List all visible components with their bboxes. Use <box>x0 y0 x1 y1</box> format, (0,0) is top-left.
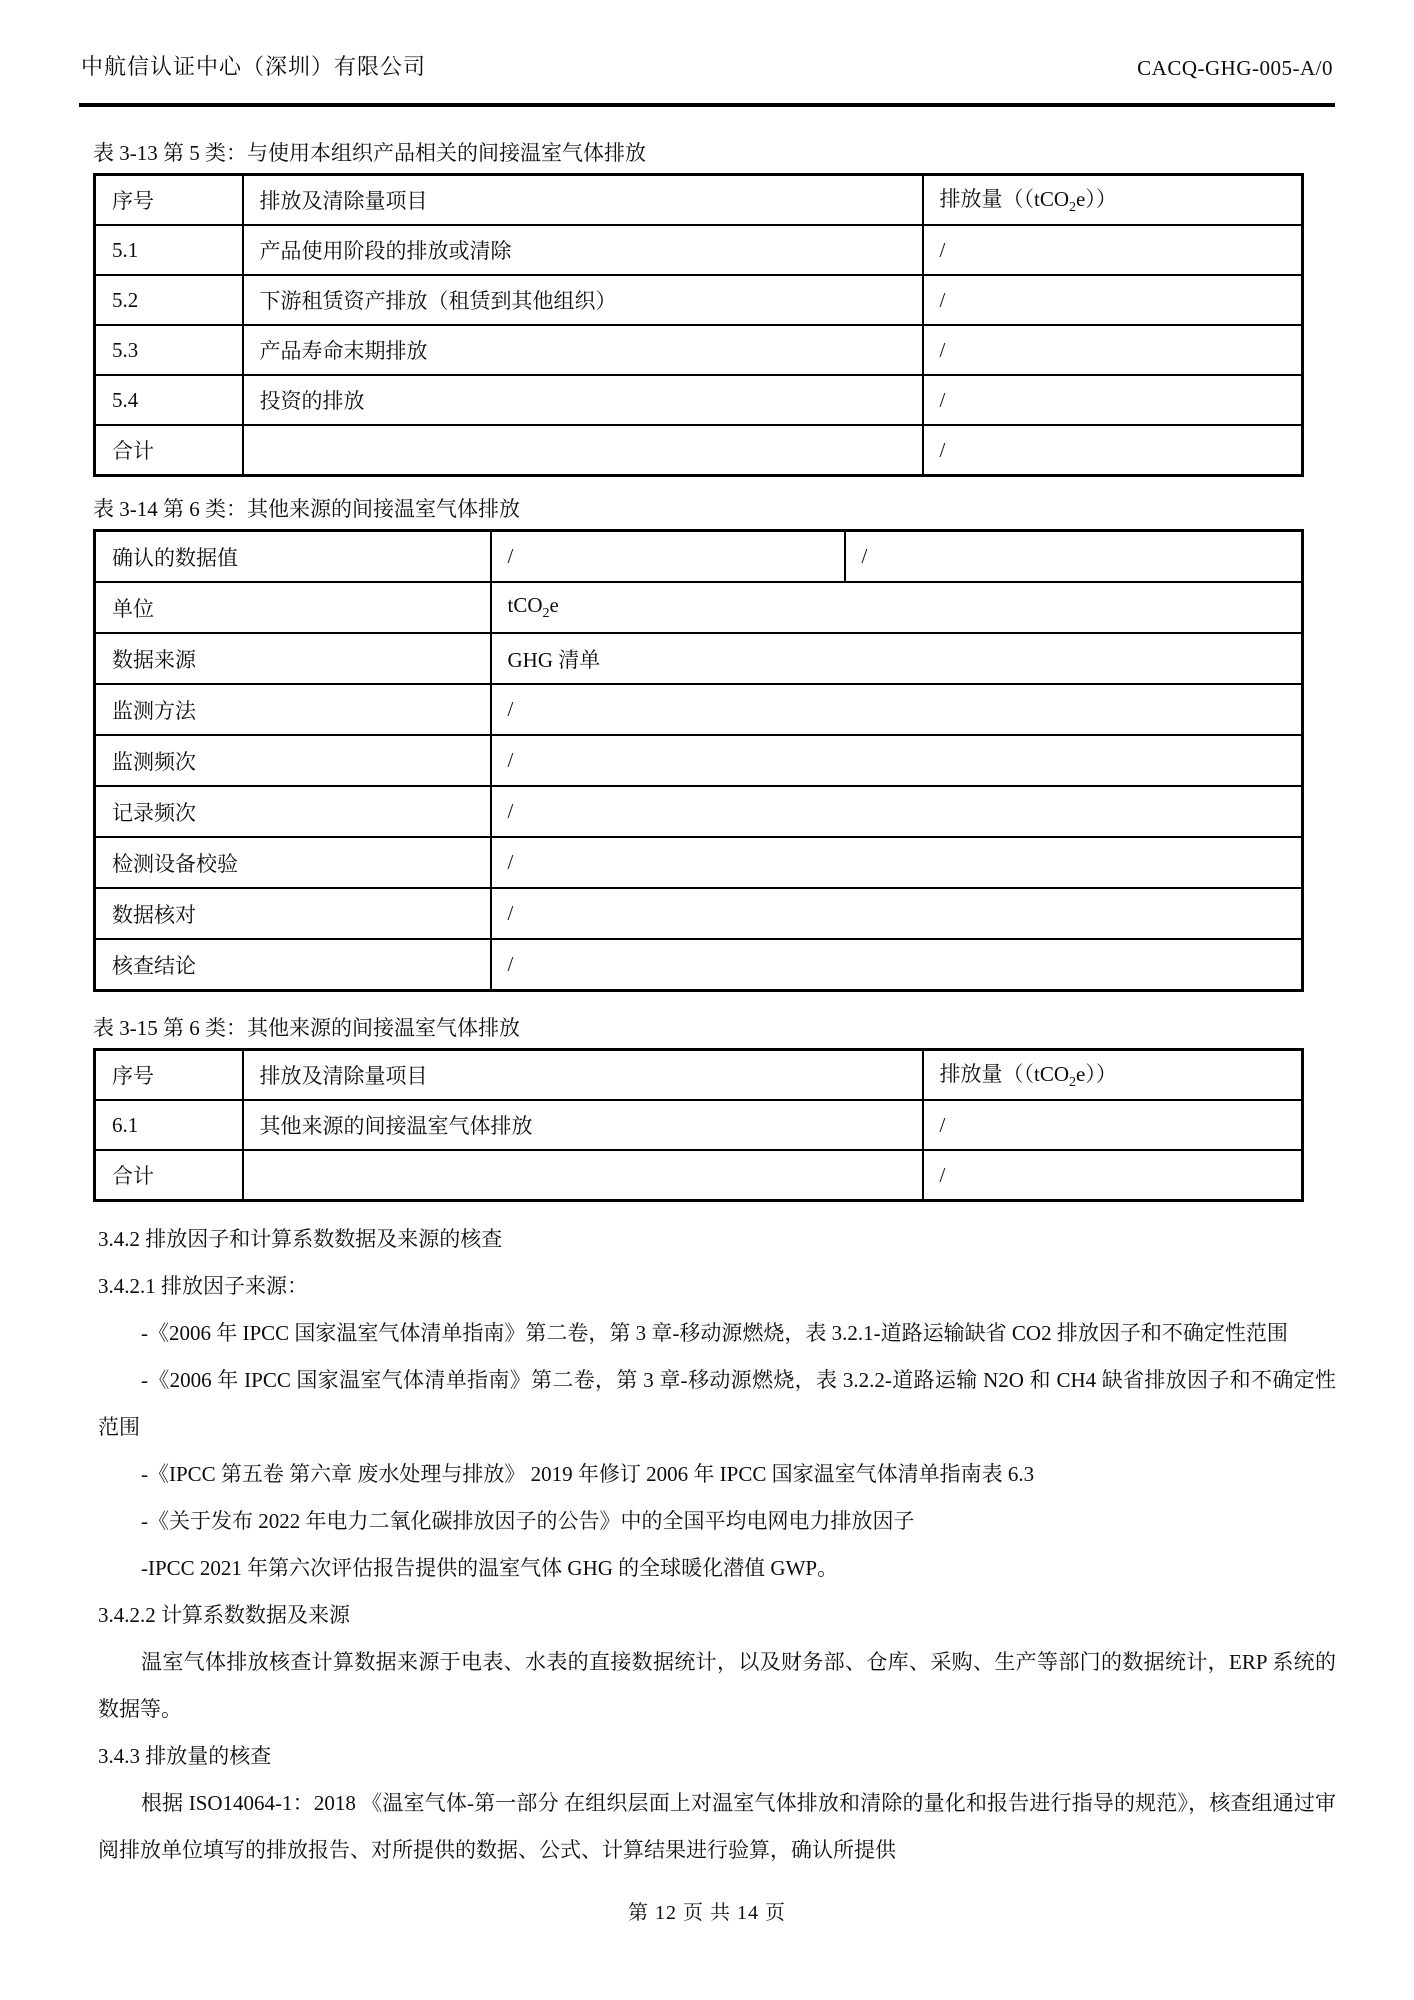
cell-seq: 5.4 <box>95 375 243 425</box>
section-heading-3-4-2-2: 3.4.2.2 计算系数数据及来源 <box>98 1603 350 1627</box>
cell-item: 产品寿命末期排放 <box>243 325 923 375</box>
cell-label: 单位 <box>95 582 491 633</box>
cell-value: / <box>491 837 1303 888</box>
table-header-row <box>95 175 1303 226</box>
cell-value: / <box>491 531 845 583</box>
emission-header-text: 排放量（（tCO <box>939 1062 1070 1087</box>
table-3-13 <box>93 173 1304 477</box>
section-heading-3-4-2-1: 3.4.2.1 排放因子来源： <box>98 1274 308 1298</box>
body-text <box>98 1216 1336 1874</box>
table-row <box>95 531 1303 583</box>
document-code: CACQ-GHG-005-A/0 <box>1137 56 1333 80</box>
company-name: 中航信认证中心（深圳）有限公司 <box>81 54 427 79</box>
cell-seq: 6.1 <box>95 1100 243 1150</box>
emission-factor-bullet: -IPCC 2021 年第六次评估报告提供的温室气体 GHG 的全球暖化潜值 GWP。 <box>141 1556 839 1580</box>
cell-seq: 合计 <box>95 1150 243 1201</box>
cell-value: / <box>923 1100 1303 1150</box>
cell-value: / <box>923 225 1303 275</box>
cell-item: 其他来源的间接温室气体排放 <box>243 1100 923 1150</box>
cell-label: 监测频次 <box>95 735 491 786</box>
cell-value: / <box>923 425 1303 476</box>
table-row <box>95 837 1303 888</box>
cell-value: / <box>491 684 1303 735</box>
unit-text: tCO <box>507 592 543 617</box>
cell-label: 数据核对 <box>95 888 491 939</box>
cell-item: 下游租赁资产排放（租赁到其他组织） <box>243 275 923 325</box>
table-row <box>95 325 1303 375</box>
col-seq-header: 序号 <box>95 175 243 226</box>
cell-seq: 5.2 <box>95 275 243 325</box>
col-item-header: 排放及清除量项目 <box>243 1050 923 1101</box>
cell-item <box>243 1150 923 1201</box>
table-row <box>95 939 1303 991</box>
cell-item <box>243 425 923 476</box>
emission-factor-bullet: -《2006 年 IPCC 国家温室气体清单指南》第二卷，第 3 章-移动源燃烧，表 3.2.1-道路运输缺省 CO2 排放因子和不确定性范围 <box>141 1321 1288 1345</box>
cell-seq: 5.3 <box>95 325 243 375</box>
page-number-footer: 第 12 页 共 14 页 <box>628 1902 786 1924</box>
cell-value: / <box>923 275 1303 325</box>
cell-item: 投资的排放 <box>243 375 923 425</box>
table-3-14-title: 表 3-14 第 6 类：其他来源的间接温室气体排放 <box>93 497 520 521</box>
cell-label: 检测设备校验 <box>95 837 491 888</box>
emission-factor-bullet: -《2006 年 IPCC 国家温室气体清单指南》第二卷，第 3 章-移动源燃烧，表 3.2.2-道路运输 N2O 和 CH4 缺省排放因子和不确定性范围 <box>98 1368 1336 1439</box>
col-seq-header: 序号 <box>95 1050 243 1101</box>
cell-label: 记录频次 <box>95 786 491 837</box>
table-3-14 <box>93 529 1304 992</box>
table-3-15-title: 表 3-15 第 6 类：其他来源的间接温室气体排放 <box>93 1016 520 1040</box>
cell-label: 确认的数据值 <box>95 531 491 583</box>
cell-value: / <box>845 531 1303 583</box>
cell-value: / <box>491 888 1303 939</box>
table-total-row <box>95 425 1303 476</box>
col-emission-header <box>923 175 1303 226</box>
cell-value: GHG 清单 <box>491 633 1303 684</box>
table-row <box>95 1100 1303 1150</box>
cell-value <box>491 582 1303 633</box>
unit-text: e <box>549 592 559 617</box>
cell-label: 数据来源 <box>95 633 491 684</box>
cell-value: / <box>923 325 1303 375</box>
cell-value: / <box>491 735 1303 786</box>
table-3-15 <box>93 1048 1304 1202</box>
table-3-13-title: 表 3-13 第 5 类：与使用本组织产品相关的间接温室气体排放 <box>93 141 646 165</box>
section-heading-3-4-3: 3.4.3 排放量的核查 <box>98 1744 272 1768</box>
unit-sub: 2 <box>542 606 550 622</box>
document-header <box>79 50 1335 107</box>
col-item-header: 排放及清除量项目 <box>243 175 923 226</box>
table-row <box>95 786 1303 837</box>
cell-seq: 5.1 <box>95 225 243 275</box>
table-row <box>95 888 1303 939</box>
paragraph-3-4-2-2: 温室气体排放核查计算数据来源于电表、水表的直接数据统计，以及财务部、仓库、采购、生产等部门的数据统计，ERP 系统的数据等。 <box>98 1650 1336 1721</box>
cell-value: / <box>491 786 1303 837</box>
cell-label: 监测方法 <box>95 684 491 735</box>
emission-header-text: e）） <box>1076 1062 1117 1087</box>
emission-header-text: e）） <box>1076 187 1117 212</box>
table-header-row <box>95 1050 1303 1101</box>
section-heading-3-4-2: 3.4.2 排放因子和计算系数数据及来源的核查 <box>98 1227 503 1251</box>
emission-header-sub: 2 <box>1069 1075 1077 1091</box>
cell-value: / <box>923 1150 1303 1201</box>
emission-header-text: 排放量（（tCO <box>939 187 1070 212</box>
paragraph-3-4-3: 根据 ISO14064-1：2018 《温室气体-第一部分 在组织层面上对温室气体排放和清除的量化和报告进行指导的规范》，核查组通过审阅排放单位填写的排放报告、对所提供的数据、公式、计算结果进行验算，确认所提供 <box>98 1791 1336 1862</box>
table-total-row <box>95 1150 1303 1201</box>
cell-seq: 合计 <box>95 425 243 476</box>
table-row <box>95 735 1303 786</box>
table-row <box>95 225 1303 275</box>
emission-header-sub: 2 <box>1069 200 1077 216</box>
cell-item: 产品使用阶段的排放或清除 <box>243 225 923 275</box>
table-row <box>95 582 1303 633</box>
table-row <box>95 375 1303 425</box>
emission-factor-bullet: -《关于发布 2022 年电力二氧化碳排放因子的公告》中的全国平均电网电力排放因子 <box>141 1509 915 1533</box>
col-emission-header <box>923 1050 1303 1101</box>
table-row <box>95 275 1303 325</box>
emission-factor-bullet: -《IPCC 第五卷 第六章 废水处理与排放》 2019 年修订 2006 年 IPCC 国家温室气体清单指南表 6.3 <box>141 1462 1035 1486</box>
cell-value: / <box>923 375 1303 425</box>
table-row <box>95 684 1303 735</box>
cell-value: / <box>491 939 1303 991</box>
cell-label: 核查结论 <box>95 939 491 991</box>
table-row <box>95 633 1303 684</box>
